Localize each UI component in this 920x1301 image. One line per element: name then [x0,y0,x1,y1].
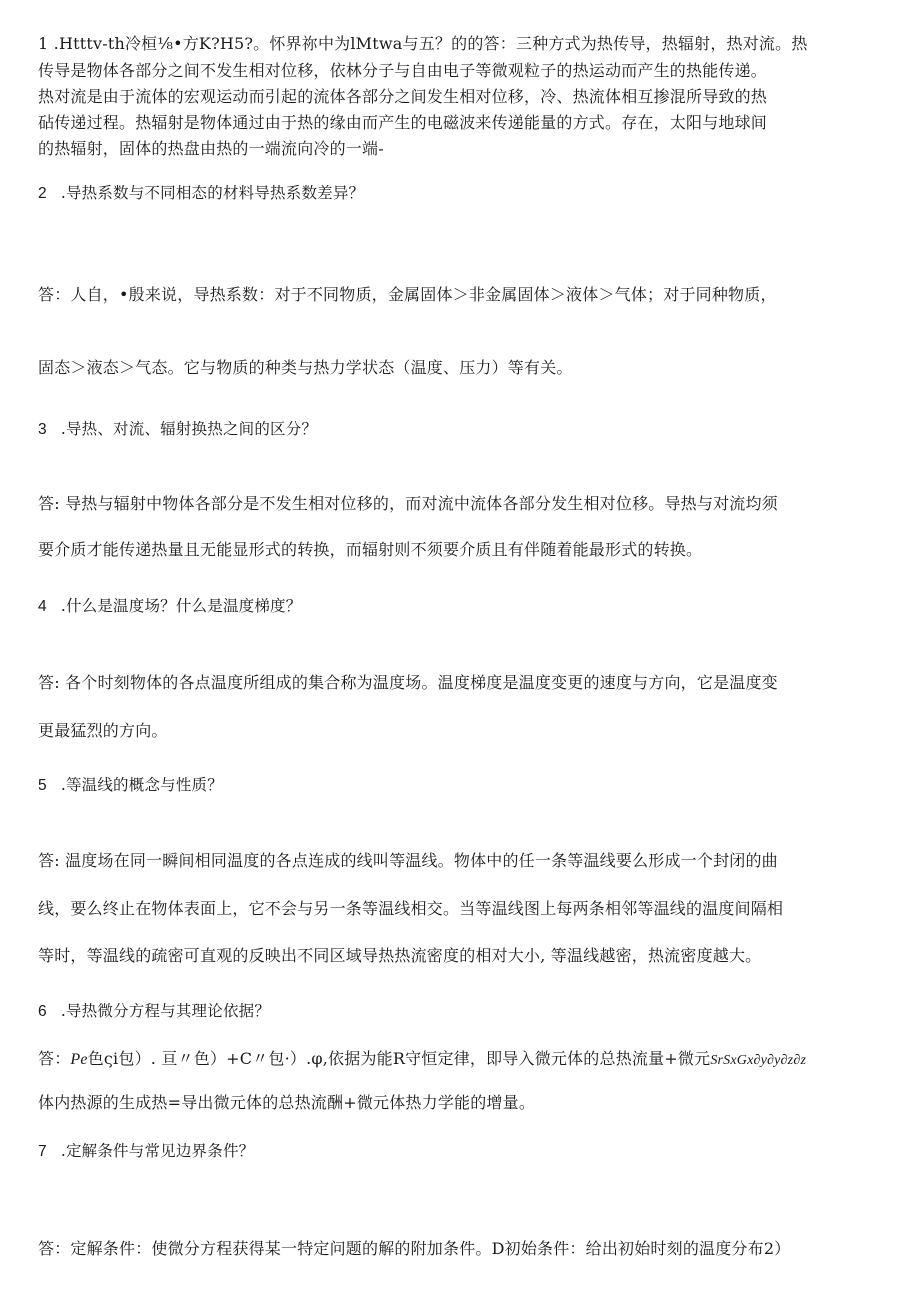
q5-answer-line-1: 答: 温度场在同一瞬间相同温度的各点连成的线叫等温线。物体中的任一条等温线要么形成一个封闭的曲 [38,851,778,870]
q1-line-1: 1 .Htttv-th冷桓⅛•方K?H5?。怀界祢中为lMtwa与五？的的答：三种方式为热传导，热辐射，热对流。热 [38,34,808,53]
q6-heading [38,1001,270,1022]
q4-heading [38,596,301,617]
q7-heading [38,1141,254,1162]
q5-heading [38,775,223,796]
q6-formula-tail: SrSxGx∂y∂y∂z∂z [710,1053,807,1068]
q6-answer-line-1: 体内热源的生成热=导出微元体的总热流酬+微元体热力学能的增量。 [38,1093,536,1112]
q6-number: 6 [38,1003,47,1020]
q6-formula-text: 色ςi包）. 亘〃色）+C〃包·）.φ,依据为能R守恒定律，即导入微元体的总热流量+微元 [87,1049,711,1068]
q7-question: .定解条件与常见边界条件？ [60,1142,255,1160]
q6-formula-symbol: Pe [70,1051,88,1068]
q5-answer-line-2: 线，要么终止在物体表面上，它不会与另一条等温线相交。当等温线图上每两条相邻等温线的温度间隔相 [38,899,784,918]
q4-number: 4 [38,598,47,615]
q1-line-2: 传导是物体各部分之间不发生相对位移，依林分子与自由电子等微观粒子的热运动而产生的热能传递。 [38,61,768,80]
q1-line-3: 热对流是由于流体的宏观运动而引起的流体各部分之间发生相对位移，冷、热流体相互掺混所导致的热 [38,87,768,106]
q4-answer-line-1: 答: 各个时刻物体的各点温度所组成的集合称为温度场。温度梯度是温度变更的速度与方向，它是温度变 [38,673,778,692]
q3-answer-line-2: 要介质才能传递热量且无能显形式的转换，而辐射则不须要介质且有伴随着能最形式的转换。 [38,540,703,559]
q2-answer-line-1: 答：人自，•殷来说，导热系数：对于不同物质，金属固体＞非金属固体＞液体＞气体；对于同种物质， [38,285,777,304]
q6-answer-prefix: 答： [38,1049,71,1068]
q5-number: 5 [38,777,47,794]
q3-question: .导热、对流、辐射换热之间的区分？ [60,420,318,438]
q5-question: .等温线的概念与性质？ [60,776,223,794]
q7-answer-line-1: 答：定解条件：使微分方程获得某一特定问题的解的附加条件。D初始条件：给出初始时刻的温度分布2） [38,1239,791,1258]
q6-question: .导热微分方程与其理论依据？ [60,1002,271,1020]
q2-answer-line-2: 固态＞液态＞气态。它与物质的种类与热力学状态（温度、压力）等有关。 [38,358,573,377]
q2-question: .导热系数与不同相态的材料导热系数差异？ [60,184,365,202]
q3-number: 3 [38,421,47,438]
q4-answer-line-2: 更最猛烈的方向。 [38,721,168,740]
q5-answer-line-3: 等时，等温线的疏密可直观的反映出不同区域导热热流密度的相对大小, 等温线越密，热流密度越大。 [38,946,762,965]
q6-formula-line [38,1049,806,1071]
q1-line-4: 砧传递过程。热辐射是物体通过由于热的缘由而产生的电磁波来传递能量的方式。存在，太阳与地球间 [38,113,768,132]
q3-answer-line-1: 答: 导热与辐射中物体各部分是不发生相对位移的，而对流中流体各部分发生相对位移。导热与对流均须 [38,494,778,513]
q2-number: 2 [38,185,47,202]
q4-question: .什么是温度场？什么是温度梯度？ [60,597,302,615]
q3-heading [38,419,317,440]
q2-heading [38,183,364,204]
q7-number: 7 [38,1143,47,1160]
q1-line-5: 的热辐射，固体的热盘由热的一端流向冷的一端- [38,139,384,158]
